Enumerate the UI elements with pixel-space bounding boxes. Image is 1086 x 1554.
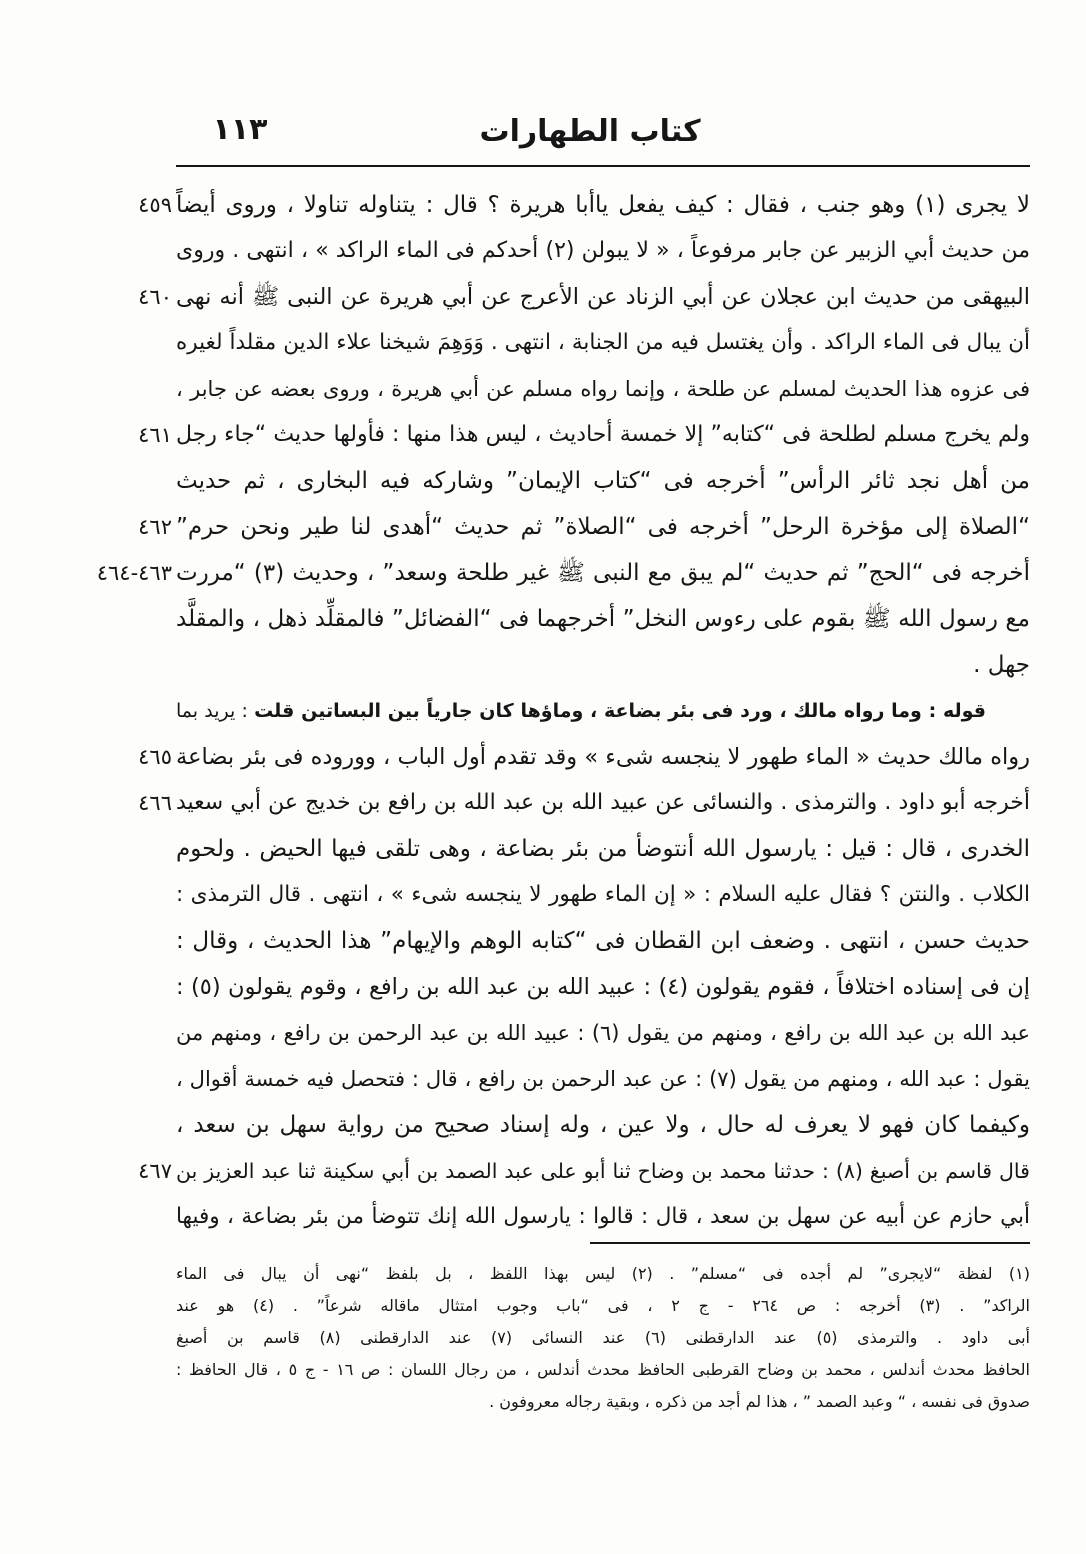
text-line [176, 688, 1030, 734]
text-line [176, 1102, 1030, 1148]
text-line [176, 826, 1030, 872]
margin-hadith-number: ٤٦٢ [138, 515, 172, 539]
text-line [176, 1010, 1030, 1056]
text-line [176, 642, 1030, 688]
line-text [176, 688, 1030, 734]
line-text: ولم يخرج مسلم لطلحة فى “كتابه” إلا خمسة أحاديث ، ليس هذا منها : فأولها حديث “جاء رجل [176, 422, 1030, 447]
line-text: مع رسول الله ﷺ بقوم على رءوس النخل” أخرجهما فى “الفضائل” فالمقلِّد ذهل ، والمقلَّد [176, 606, 1030, 632]
margin-hadith-number: ٤٦٣-٤٦٤ [96, 561, 172, 585]
line-text: وكيفما كان فهو لا يعرف له حال ، ولا عين ، وله إسناد صحيح من رواية سهل بن سعد ، [176, 1112, 1030, 1138]
line-text: من أهل نجد ثائر الرأس” أخرجه فى “كتاب الإيمان” وشاركه فيه البخارى ، ثم حديث [176, 468, 1030, 494]
text-line [176, 228, 1030, 274]
footnote-line: الحافظ محدث أندلس ، محمد بن وضاح القرطبى الحافظ محدث أندلس ، من رجال اللسان : ص ١٦ - ج ٥ ، قال الحافظ : [176, 1360, 1030, 1379]
header-rule [176, 165, 1030, 167]
footnote-line: صدوق فى نفسه ، “ وعبد الصمد ” ، هذا لم أجد من ذكره ، وبقية رجاله معروفون . [489, 1392, 1030, 1411]
line-text: حديث حسن ، انتهى . وضعف ابن القطان فى “كتابه الوهم والإيهام” هذا الحديث ، وقال : [176, 928, 1030, 954]
text-line [138, 1148, 1030, 1194]
line-text: الخدرى ، قال : قيل : يارسول الله أنتوضأ من بئر بضاعة ، وهى تلقى فيها الحيض . ولحوم [176, 836, 1030, 862]
text-line [138, 504, 1030, 550]
text-line [176, 596, 1030, 642]
text-line [138, 274, 1030, 320]
footnote-line: أبى داود . والترمذى (٥) عند الدارقطنى (٦) عند النسائى (٧) عند الدارقطنى (٨) قاسم بن أصبغ [176, 1328, 1030, 1347]
text-line [138, 780, 1030, 826]
text-line [96, 550, 1030, 596]
line-text: أخرجه أبو داود . والترمذى . والنسائى عن عبيد الله بن عبد الله بن رافع بن خديج عن أبي سعيد [176, 790, 1030, 815]
line-text: أن يبال فى الماء الراكد . وأن يغتسل فيه من الجنابة ، انتهى . وَوَهِمَ شيخنا علاء الدين مقلداً لغيره [176, 330, 1030, 355]
line-text: يقول : عبد الله ، ومنهم من يقول (٧) : عن عبد الرحمن بن رافع ، قال : فتحصل فيه خمسة أقوال ، [176, 1067, 1030, 1091]
page-number: ١١٣ [212, 112, 268, 147]
line-text: فى عزوه هذا الحديث لمسلم عن طلحة ، وإنما رواه مسلم عن أبي هريرة ، وروى بعضه عن جابر ، [176, 377, 1030, 401]
text-line [176, 1056, 1030, 1102]
quoted-lemma: قوله : وما رواه مالك ، ورد فى بئر بضاعة ، وماؤها كان جارياً بين البساتين قلت [254, 700, 986, 722]
footnote-line: (١) لفظة “لايجرى” لم أجده فى “مسلم” . (٢) ليس بهذا اللفظ ، بل بلفظ “نهى أن يبال فى الماء [176, 1264, 1030, 1283]
margin-hadith-number: ٤٦١ [138, 423, 172, 447]
text-line [176, 320, 1030, 366]
line-text: جهل . [973, 652, 1030, 678]
text-line [138, 182, 1030, 228]
text-line [176, 458, 1030, 504]
text-line [176, 918, 1030, 964]
text-line [176, 1194, 1030, 1240]
line-text: أبي حازم عن أبيه عن سهل بن سعد ، قال : قالوا : يارسول الله إنك تتوضأ من بئر بضاعة ، وفيها [176, 1204, 1030, 1229]
footnote-line: الراكد” . (٣) أخرجه : ص ٢٦٤ - ج ٢ ، فى “باب وجوب امتثال ماقاله شرعاً” . (٤) هو عند [176, 1296, 1030, 1315]
line-text: “الصلاة إلى مؤخرة الرحل” أخرجه فى “الصلاة” ثم حديث “أهدى لنا طير ونحن حرم” [176, 514, 1030, 540]
margin-hadith-number: ٤٥٩ [138, 193, 172, 217]
footnotes [176, 1258, 1030, 1418]
line-text: أخرجه فى “الحج” ثم حديث “لم يبق مع النبى ﷺ غير طلحة وسعد” ، وحديث (٣) “مررت [176, 560, 1030, 586]
line-text: قال قاسم بن أصبغ (٨) : حدثنا محمد بن وضاح ثنا أبو على عبد الصمد بن أبي سكينة ثنا عبد العزيز بن [176, 1159, 1030, 1183]
text-line [138, 412, 1030, 458]
line-text: إن فى إسناده اختلافاً ، فقوم يقولون (٤) : عبيد الله بن عبد الله بن رافع ، وقوم يقولون (٥) : [176, 974, 1030, 1000]
line-text: لا يجرى (١) وهو جنب ، فقال : كيف يفعل ياأبا هريرة ؟ قال : يتناوله تناولا ، وروى أيضاً [176, 192, 1030, 218]
line-text: رواه مالك حديث « الماء طهور لا ينجسه شىء » وقد تقدم أول الباب ، ووروده فى بئر بضاعة [176, 744, 1030, 770]
line-text: الكلاب . والنتن ؟ فقال عليه السلام : « إن الماء طهور لا ينجسه شىء » ، انتهى . قال الترمذى : [176, 882, 1030, 907]
text-line [176, 872, 1030, 918]
commentary-text: : يريد بما [176, 700, 248, 722]
margin-hadith-number: ٤٦٠ [138, 285, 172, 309]
line-text: من حديث أبي الزبير عن جابر مرفوعاً ، « لا يبولن (٢) أحدكم فى الماء الراكد » ، انتهى . وروى [176, 238, 1030, 263]
running-title: كتاب الطهارات [479, 114, 701, 149]
margin-hadith-number: ٤٦٥ [138, 745, 172, 769]
footnote-separator [590, 1242, 1030, 1244]
text-line [176, 964, 1030, 1010]
main-text [96, 182, 1030, 1240]
line-text: البيهقى من حديث ابن عجلان عن أبي الزناد عن الأعرج عن أبي هريرة عن النبى ﷺ أنه نهى [176, 284, 1030, 310]
text-line [176, 366, 1030, 412]
margin-hadith-number: ٤٦٧ [138, 1159, 172, 1183]
text-line [138, 734, 1030, 780]
margin-hadith-number: ٤٦٦ [138, 791, 172, 815]
line-text: عبد الله بن عبد الله بن رافع ، ومنهم من يقول (٦) : عبيد الله بن عبد الرحمن بن رافع ، ومنهم من [176, 1021, 1030, 1045]
